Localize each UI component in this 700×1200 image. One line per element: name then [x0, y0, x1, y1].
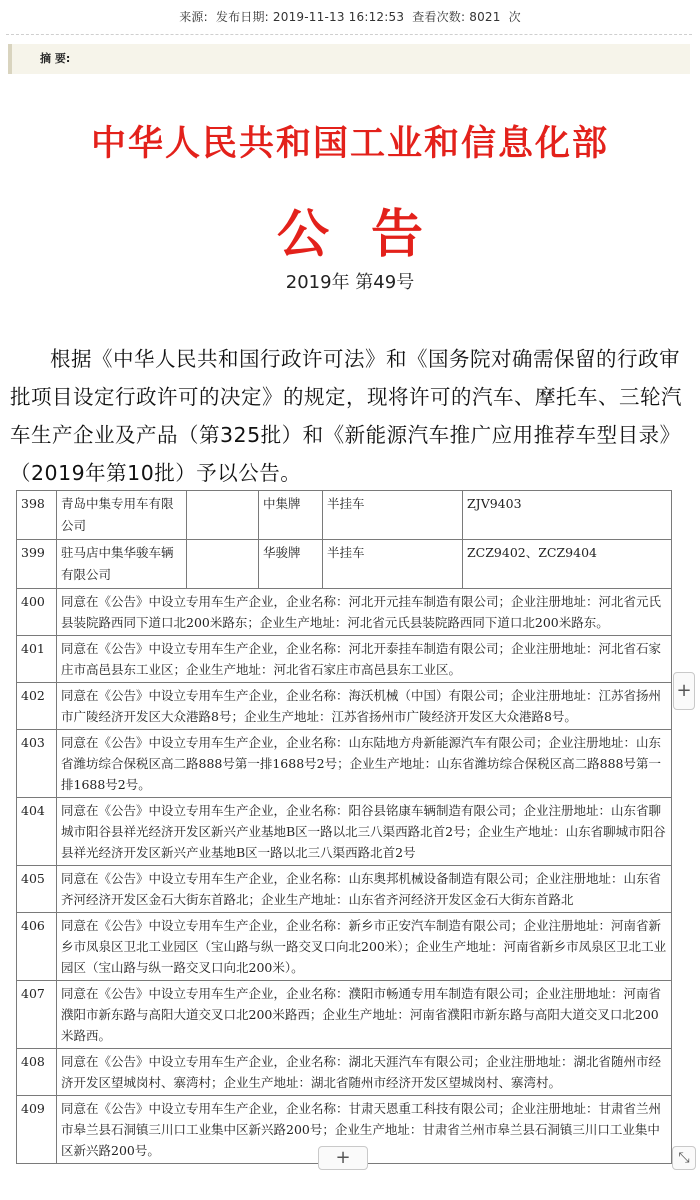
company-cell: 驻马店中集华骏车辆有限公司 [57, 540, 187, 589]
table-row [17, 683, 672, 730]
model-cell: ZCZ9402、ZCZ9404 [463, 540, 672, 589]
notice-cell: 同意在《公告》中设立专用车生产企业，企业名称：河北开元挂车制造有限公司；企业注册地址：河北省元氏县装院路西同下道口北200米路东；企业生产地址：河北省元氏县装院路西同下道口北200米路东。 [57, 589, 672, 636]
brand-cell: 华骏牌 [259, 540, 323, 589]
row-number: 399 [17, 540, 57, 589]
table-row [17, 540, 672, 589]
row-number: 407 [17, 981, 57, 1049]
blank-cell [187, 491, 259, 540]
company-cell: 青岛中集专用车有限公司 [57, 491, 187, 540]
announcement-table [16, 490, 672, 1164]
notice-cell: 同意在《公告》中设立专用车生产企业，企业名称：山东陆地方舟新能源汽车有限公司；企业注册地址：山东省潍坊综合保税区高二路888号第一排1688号2号；企业生产地址：山东省潍坊综合保税区高二路888号第一排1688号2号。 [57, 730, 672, 798]
row-number: 409 [17, 1096, 57, 1164]
views-count: 8021 [469, 10, 501, 24]
announcement-title: 公告 [276, 205, 465, 265]
notice-cell: 同意在《公告》中设立专用车生产企业，企业名称：濮阳市畅通专用车制造有限公司；企业注册地址：河南省濮阳市新东路与高阳大道交叉口北200米路西；企业生产地址：河南省濮阳市新东路与高阳大道交叉口北200米路西。 [57, 981, 672, 1049]
table-row [17, 1049, 672, 1096]
article-meta [0, 8, 700, 25]
table-row [17, 913, 672, 981]
summary-box [8, 44, 690, 74]
row-number: 400 [17, 589, 57, 636]
row-number: 405 [17, 866, 57, 913]
summary-label: 摘 要: [40, 52, 71, 65]
notice-cell: 同意在《公告》中设立专用车生产企业，企业名称：河北开泰挂车制造有限公司；企业注册地址：河北省石家庄市高邑县东工业区；企业生产地址：河北省石家庄市高邑县东工业区。 [57, 636, 672, 683]
product-cell: 半挂车 [323, 491, 463, 540]
notice-cell: 同意在《公告》中设立专用车生产企业，企业名称：山东奥邦机械设备制造有限公司；企业注册地址：山东省齐河经济开发区金石大街东首路北；企业生产地址：山东省齐河经济开发区金石大街东首路北 [57, 866, 672, 913]
product-cell: 半挂车 [323, 540, 463, 589]
issue-number: 2019年 第49号 [285, 272, 415, 293]
expand-right-button[interactable]: + [673, 672, 695, 710]
blank-cell [187, 540, 259, 589]
brand-cell: 中集牌 [259, 491, 323, 540]
source-label: 来源: [179, 10, 208, 24]
table-row [17, 491, 672, 540]
table-row [17, 981, 672, 1049]
notice-cell: 同意在《公告》中设立专用车生产企业，企业名称：阳谷县铭康车辆制造有限公司；企业注册地址：山东省聊城市阳谷县祥光经济开发区新兴产业基地B区一路以北三八渠西路北首2号；企业生产地址：山东省聊城市阳谷县祥光经济开发区新兴产业基地B区一路以北三八渠西路北首2号 [57, 798, 672, 866]
notice-cell: 同意在《公告》中设立专用车生产企业，企业名称：湖北天涯汽车有限公司；企业注册地址：湖北省随州市经济开发区望城岗村、寨湾村；企业生产地址：湖北省随州市经济开发区望城岗村、寨湾村。 [57, 1049, 672, 1096]
row-number: 406 [17, 913, 57, 981]
intro-paragraph: 根据《中华人民共和国行政许可法》和《国务院对确需保留的行政审批项目设定行政许可的决定》的规定，现将许可的汽车、摩托车、三轮汽车生产企业及产品（第325批）和《新能源汽车推广应用推荐车型目录》（2019年第10批）予以公告。 [10, 347, 682, 485]
ministry-title: 中华人民共和国工业和信息化部 [90, 124, 609, 164]
row-number: 403 [17, 730, 57, 798]
table-row [17, 798, 672, 866]
row-number: 401 [17, 636, 57, 683]
notice-cell: 同意在《公告》中设立专用车生产企业，企业名称：新乡市正安汽车制造有限公司；企业注册地址：河南省新乡市凤泉区卫北工业园区（宝山路与纵一路交叉口向北200米）；企业生产地址：河南省新乡市凤泉区卫北工业园区（宝山路与纵一路交叉口向北200米）。 [57, 913, 672, 981]
row-number: 402 [17, 683, 57, 730]
table-row [17, 730, 672, 798]
publish-date-label: 发布日期: [215, 10, 269, 24]
model-cell: ZJV9403 [463, 491, 672, 540]
notice-cell: 同意在《公告》中设立专用车生产企业，企业名称：海沃机械（中国）有限公司；企业注册地址：江苏省扬州市广陵经济开发区大众港路8号；企业生产地址：江苏省扬州市广陵经济开发区大众港路8号。 [57, 683, 672, 730]
expand-bottom-button[interactable]: + [318, 1146, 368, 1170]
views-label: 查看次数: [412, 10, 466, 24]
table-row [17, 589, 672, 636]
row-number: 404 [17, 798, 57, 866]
table-row [17, 866, 672, 913]
publish-date: 2019-11-13 16:12:53 [272, 10, 405, 24]
row-number: 398 [17, 491, 57, 540]
views-unit: 次 [508, 10, 521, 24]
resize-icon[interactable]: ⤡ [672, 1146, 696, 1170]
row-number: 408 [17, 1049, 57, 1096]
table-row [17, 636, 672, 683]
notice-cell: 同意在《公告》中设立专用车生产企业，企业名称：甘肃天恩重工科技有限公司；企业注册地址：甘肃省兰州市皋兰县石洞镇三川口工业集中区新兴路200号；企业生产地址：甘肃省兰州市皋兰县石洞镇三川口工业集中区新兴路200号。 [57, 1096, 672, 1164]
meta-divider [6, 34, 692, 35]
